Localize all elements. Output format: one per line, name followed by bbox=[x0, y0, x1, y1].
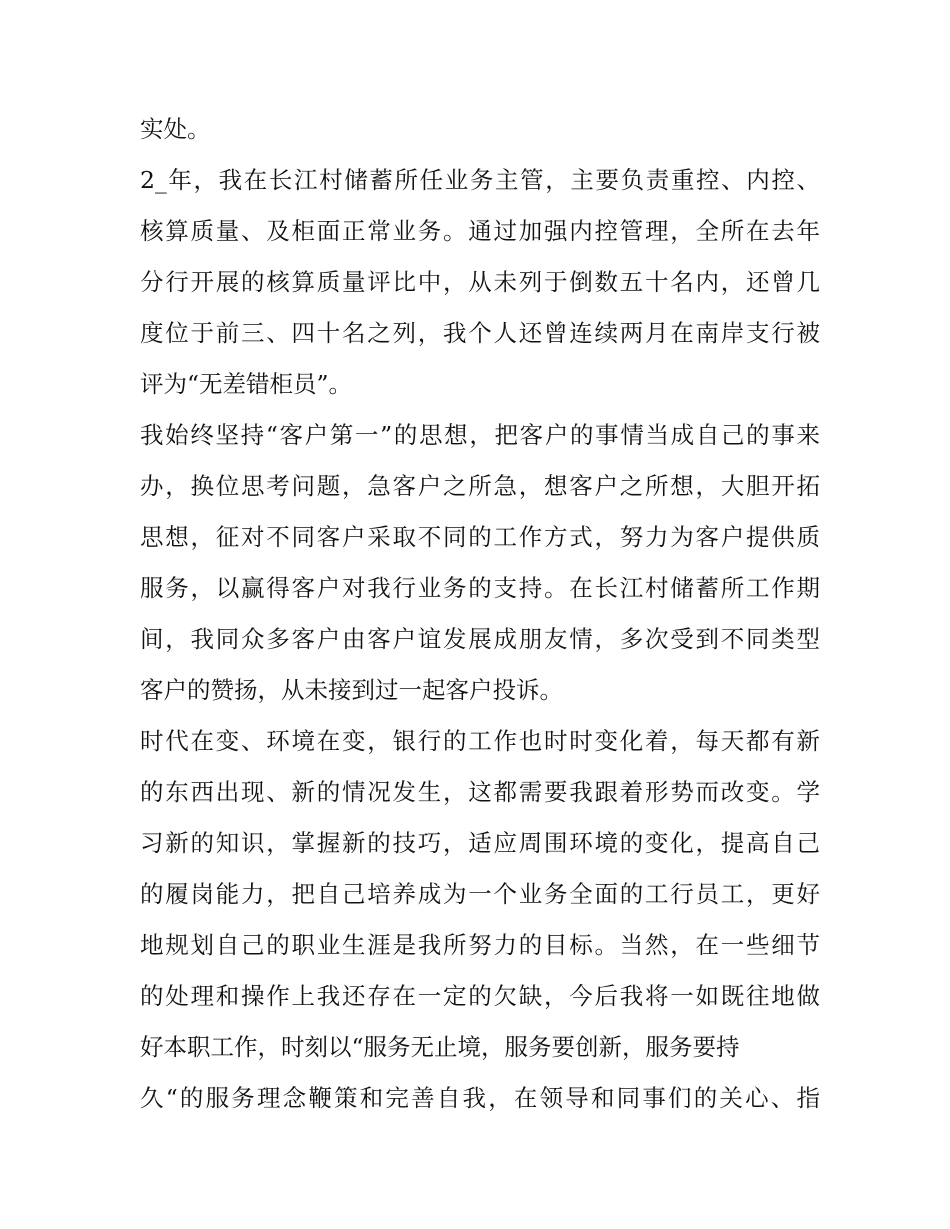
text-line: 的履岗能力，把自己培养成为一个业务全面的工行员工，更好 bbox=[140, 880, 820, 908]
text-line: 评为“无差错柜员”。 bbox=[140, 370, 353, 398]
text-line: 的东西出现、新的情况发生，这都需要我跟着形势而改变。学 bbox=[140, 778, 820, 806]
text-line: 分行开展的核算质量评比中，从未列于倒数五十名内，还曾几 bbox=[140, 268, 820, 296]
text-line: 2_年，我在长江村储蓄所任业务主管，主要负责重控、内控、 bbox=[140, 166, 820, 194]
text-line: 度位于前三、四十名之列，我个人还曾连续两月在南岸支行被 bbox=[140, 319, 820, 347]
text-line: 我始终坚持“客户第一”的思想，把客户的事情当成自己的事来 bbox=[140, 421, 820, 449]
text-line: 实处。 bbox=[140, 115, 211, 143]
text-line: 时代在变、环境在变，银行的工作也时时变化着，每天都有新 bbox=[140, 727, 820, 755]
text-line: 的处理和操作上我还存在一定的欠缺，今后我将一如既往地做 bbox=[140, 982, 820, 1010]
text-line: 间，我同众多客户由客户谊发展成朋友情，多次受到不同类型 bbox=[140, 625, 820, 653]
text-line: 习新的知识，掌握新的技巧，适应周围环境的变化，提高自己 bbox=[140, 829, 820, 857]
text-line: 久“的服务理念鞭策和完善自我，在领导和同事们的关心、指 bbox=[140, 1084, 820, 1112]
text-line: 服务，以赢得客户对我行业务的支持。在长江村储蓄所工作期 bbox=[140, 574, 820, 602]
text-line: 办，换位思考问题，急客户之所急，想客户之所想，大胆开拓 bbox=[140, 472, 820, 500]
text-line: 思想，征对不同客户采取不同的工作方式，努力为客户提供质 bbox=[140, 523, 820, 551]
text-line: 地规划自己的职业生涯是我所努力的目标。当然，在一些细节 bbox=[140, 931, 820, 959]
text-line: 好本职工作，时刻以“服务无止境，服务要创新，服务要持 bbox=[140, 1033, 740, 1061]
body-text bbox=[140, 104, 820, 1124]
text-line: 核算质量、及柜面正常业务。通过加强内控管理，全所在去年 bbox=[140, 217, 820, 245]
text-line: 客户的赞扬，从未接到过一起客户投诉。 bbox=[140, 676, 563, 704]
